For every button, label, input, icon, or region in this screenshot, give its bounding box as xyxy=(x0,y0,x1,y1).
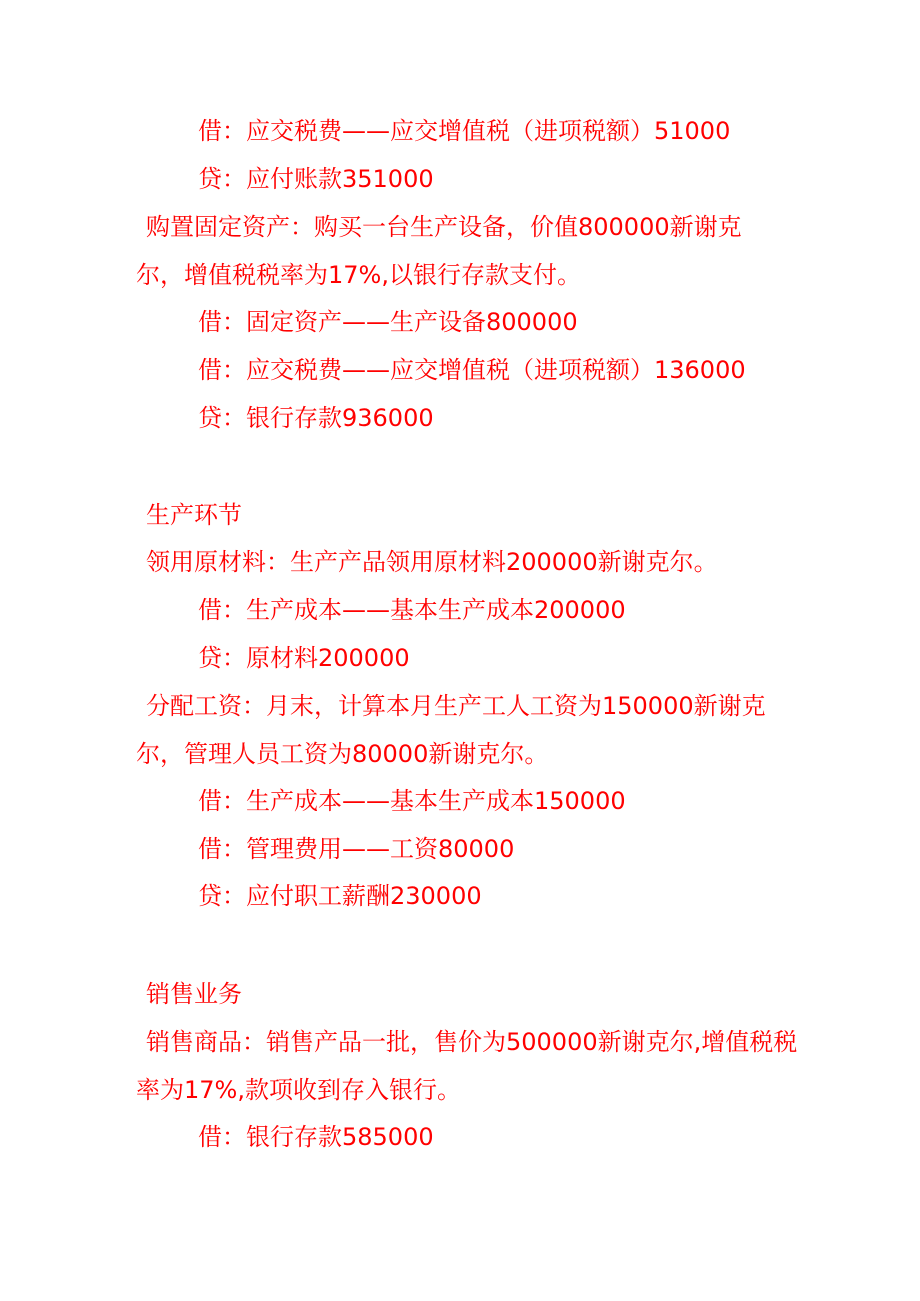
journal-debit-line: 借：生产成本——基本生产成本150000 xyxy=(198,787,626,815)
section-heading: 生产环节 xyxy=(146,501,242,529)
transaction-description: 销售商品：销售产品一批，售价为500000新谢克尔,增值税税 xyxy=(146,1028,798,1056)
transaction-description-continued: 率为17%,款项收到存入银行。 xyxy=(136,1076,461,1104)
journal-debit-line: 借：应交税费——应交增值税（进项税额）51000 xyxy=(198,117,731,145)
transaction-description: 购置固定资产：购买一台生产设备，价值800000新谢克 xyxy=(146,213,742,241)
transaction-description-continued: 尔，管理人员工资为80000新谢克尔。 xyxy=(136,740,549,768)
journal-credit-line: 贷：应付账款351000 xyxy=(198,165,434,193)
journal-credit-line: 贷：原材料200000 xyxy=(198,644,410,672)
journal-debit-line: 借：固定资产——生产设备800000 xyxy=(198,308,578,336)
section-heading: 销售业务 xyxy=(146,980,242,1008)
journal-debit-line: 借：生产成本——基本生产成本200000 xyxy=(198,596,626,624)
journal-credit-line: 贷：应付职工薪酬230000 xyxy=(198,882,482,910)
transaction-description-continued: 尔，增值税税率为17%,以银行存款支付。 xyxy=(136,261,581,289)
transaction-description: 领用原材料：生产产品领用原材料200000新谢克尔。 xyxy=(146,548,718,576)
journal-credit-line: 贷：银行存款936000 xyxy=(198,404,434,432)
transaction-description: 分配工资：月末，计算本月生产工人工资为150000新谢克 xyxy=(146,692,766,720)
journal-debit-line: 借：银行存款585000 xyxy=(198,1123,434,1151)
journal-debit-line: 借：应交税费——应交增值税（进项税额）136000 xyxy=(198,356,746,384)
journal-debit-line: 借：管理费用——工资80000 xyxy=(198,835,515,863)
